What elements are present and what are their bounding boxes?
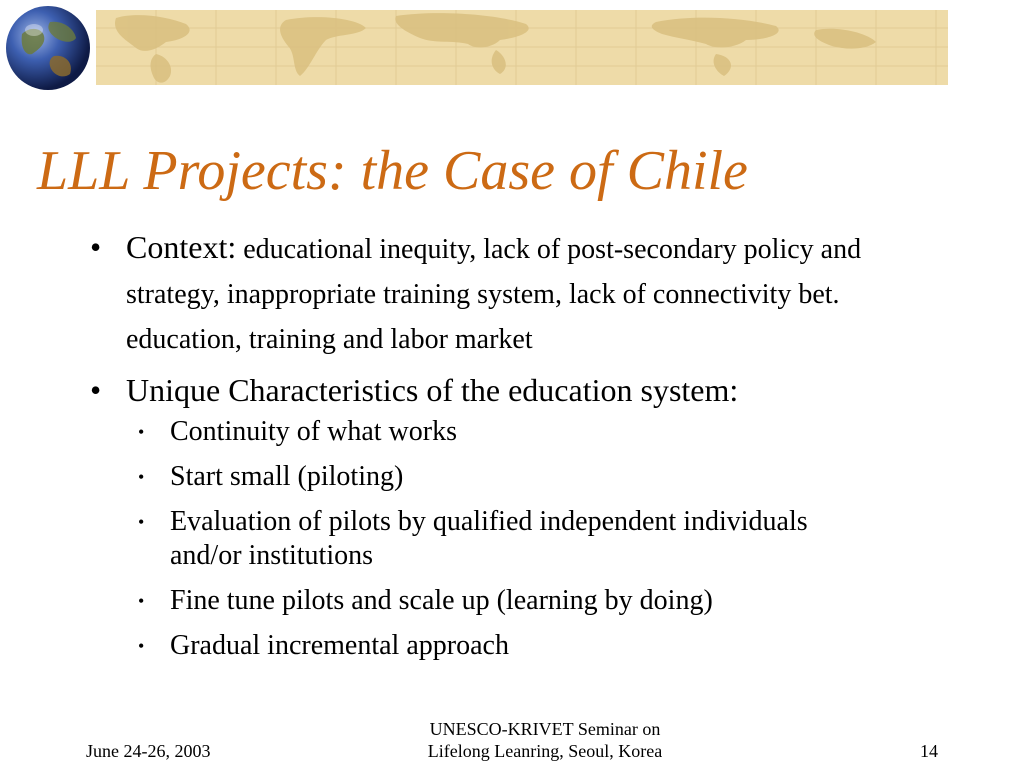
footer-event-line1: UNESCO-KRIVET Seminar on [429,719,661,739]
sub-bullet [90,460,920,494]
world-map-graphic [96,10,948,85]
sub-bullet [90,584,920,618]
footer-event [380,718,710,762]
sub-bullet [90,505,810,573]
sub-bullet-text: Evaluation of pilots by qualified independent individuals and/or institutions [170,506,808,571]
globe-logo [4,4,92,92]
bullet-marker: • [90,229,102,265]
bullet-lead: Context: [126,229,237,265]
header-banner [96,10,948,85]
sub-bullet [90,629,920,663]
slide-title: LLL Projects: the Case of Chile [37,140,748,202]
sub-bullet-text: Fine tune pilots and scale up (learning by doing) [170,585,713,616]
sub-bullet-marker: • [138,422,145,442]
sub-bullet-marker: • [138,512,145,532]
bullet-text: educational inequity, lack of post-secondary policy and strategy, inappropriate training system, lack of connectivity bet. education, training and labor market [126,234,862,355]
bullet-marker: • [90,372,102,408]
sub-bullet-marker: • [138,467,145,487]
slide-number: 14 [920,741,938,761]
sub-bullet-text: Start small (piloting) [170,461,404,492]
sub-bullet-marker: • [138,636,145,656]
bullet-lead: Unique Characteristics of the education system: [126,372,739,408]
footer-event-line2: Lifelong Leanring, Seoul, Korea [427,741,663,761]
footer-date: June 24-26, 2003 [86,741,211,761]
sub-bullet-marker: • [138,591,145,611]
slide-body [90,226,920,674]
sub-bullet-text: Continuity of what works [170,416,457,447]
bullet-context [90,226,920,361]
sub-bullet-text: Gradual incremental approach [170,630,509,661]
sub-bullet [90,415,920,449]
bullet-unique-characteristics [90,371,920,409]
